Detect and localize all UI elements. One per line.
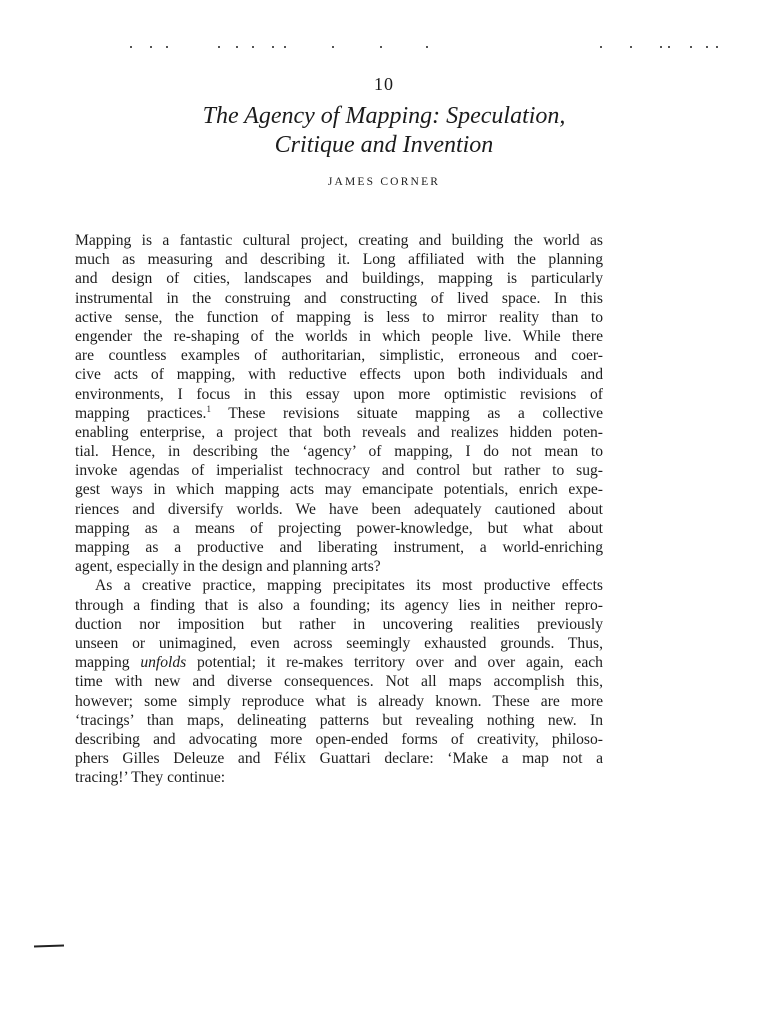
text-line: Mapping is a fantastic cultural project, creating and building the world as bbox=[75, 232, 603, 249]
text-line: invoke agendas of imperialist technocracy and control but rather to sug- bbox=[75, 462, 603, 480]
text-line: active sense, the function of mapping is less to mirror reality than to bbox=[75, 308, 603, 326]
paragraph-2 bbox=[75, 576, 603, 787]
text-line: enabling enterprise, a project that both reveals and realizes hidden poten- bbox=[75, 423, 603, 441]
text-line: unseen or unimagined, even across seemingly exhausted grounds. Thus, bbox=[75, 634, 603, 652]
text-segment: potential; it re-makes territory over and over again, each bbox=[186, 654, 603, 672]
text-line-with-footnote bbox=[75, 404, 603, 423]
text-segment: mapping bbox=[75, 654, 141, 672]
chapter-title-line-1: The Agency of Mapping: Speculation, bbox=[202, 103, 566, 129]
text-line: tracing!’ They continue: bbox=[75, 769, 226, 787]
text-line: tial. Hence, in describing the ‘agency’ of mapping, I do not mean to bbox=[75, 443, 603, 461]
text-line: agent, especially in the design and planning arts? bbox=[75, 558, 381, 576]
text-segment: mapping practices. bbox=[75, 404, 207, 422]
text-line: engender the re-shaping of the worlds in which people live. While there bbox=[75, 327, 603, 345]
text-line: phers Gilles Deleuze and Félix Guattari declare: ‘Make a map not a bbox=[75, 750, 603, 768]
chapter-title-line-2: Critique and Invention bbox=[274, 132, 494, 158]
footnote-marker[interactable]: 1 bbox=[206, 403, 211, 414]
text-line: environments, I focus in this essay upon more optimistic revisions of bbox=[75, 385, 603, 403]
text-line: duction nor imposition but rather in uncovering realities previously bbox=[75, 615, 603, 633]
chapter-number: 10 bbox=[374, 74, 394, 94]
text-line: and design of cities, landscapes and buildings, mapping is particularly bbox=[75, 270, 603, 288]
scan-artifact-dots bbox=[0, 40, 768, 52]
text-line: through a finding that is also a founding; its agency lies in neither repro- bbox=[75, 596, 603, 614]
author-name: JAMES CORNER bbox=[327, 176, 441, 188]
chapter-title bbox=[0, 102, 768, 160]
margin-pen-mark bbox=[34, 944, 64, 947]
text-line: mapping as a productive and liberating instrument, a world-enriching bbox=[75, 539, 603, 556]
emphasized-word: unfolds bbox=[140, 654, 187, 672]
text-segment: These revisions situate mapping as a collective bbox=[210, 404, 603, 422]
text-line: time with new and diverse consequences. Not all maps accomplish this, bbox=[75, 673, 603, 691]
text-line: gest ways in which mapping acts may emancipate potentials, enrich expe- bbox=[75, 481, 603, 499]
text-line: are countless examples of authoritarian, simplistic, erroneous and coer- bbox=[75, 347, 603, 365]
body-text bbox=[75, 231, 603, 787]
text-line: describing and advocating more open-ended forms of creativity, philoso- bbox=[75, 730, 603, 748]
text-line: ‘tracings’ than maps, delineating patterns but revealing nothing new. In bbox=[75, 711, 603, 729]
text-line: riences and diversify worlds. We have been adequately cautioned about bbox=[75, 500, 603, 518]
text-line-with-emphasis bbox=[75, 653, 603, 672]
text-line: instrumental in the construing and constructing of lived space. In this bbox=[75, 289, 603, 307]
text-line: mapping as a means of projecting power-knowledge, but what about bbox=[75, 519, 603, 537]
text-line: cive acts of mapping, with reductive effects upon both individuals and bbox=[75, 366, 603, 384]
paragraph-1 bbox=[75, 231, 603, 576]
text-line: however; some simply reproduce what is already known. These are more bbox=[75, 692, 603, 710]
text-line: much as measuring and describing it. Long affiliated with the planning bbox=[75, 251, 603, 269]
text-line: As a creative practice, mapping precipitates its most productive effects bbox=[95, 577, 603, 595]
